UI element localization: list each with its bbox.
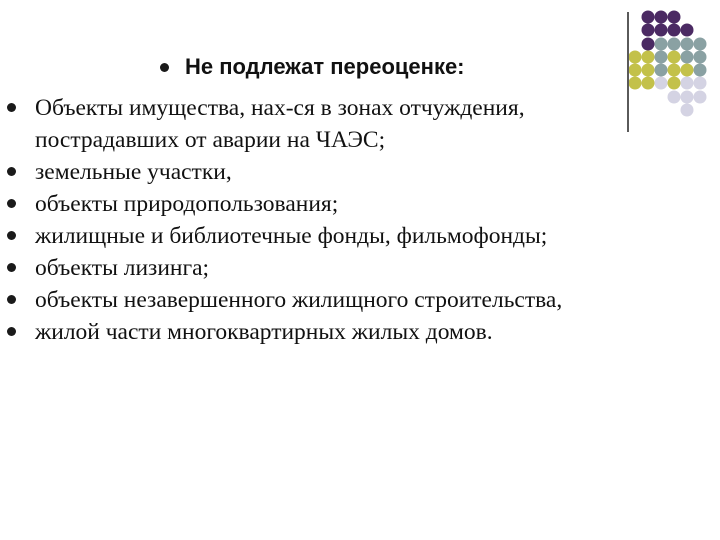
deco-dot [655, 38, 668, 51]
deco-dot [642, 51, 655, 64]
list-item [0, 188, 720, 220]
deco-dot [655, 11, 668, 24]
list-item-text: жилищные и библиотечные фонды, фильмофонды; [35, 223, 548, 249]
deco-dot [668, 77, 681, 90]
list-item-text: жилой части многоквартирных жилых домов. [35, 319, 493, 345]
deco-dot [642, 11, 655, 24]
deco-dot [629, 77, 642, 90]
list-item [0, 156, 720, 188]
list-item [0, 284, 720, 316]
list-item-text: земельные участки, [35, 159, 232, 185]
deco-dot [668, 51, 681, 64]
list-item [0, 220, 720, 252]
deco-dot [629, 64, 642, 77]
list-item-text: объекты природопользования; [35, 191, 339, 217]
deco-dot [642, 24, 655, 37]
deco-dot [681, 51, 694, 64]
bullet-list [0, 92, 720, 348]
deco-dot [655, 77, 668, 90]
bullet-icon [7, 167, 16, 176]
bullet-icon [7, 199, 16, 208]
deco-dot [642, 64, 655, 77]
deco-dot [681, 64, 694, 77]
deco-dot [681, 77, 694, 90]
slide-heading [160, 50, 465, 84]
deco-dot [668, 64, 681, 77]
deco-dot [694, 77, 707, 90]
deco-dot [681, 38, 694, 51]
deco-dot [642, 77, 655, 90]
deco-dot [694, 51, 707, 64]
bullet-icon [7, 295, 16, 304]
deco-dot [655, 24, 668, 37]
list-item-text: Объекты имущества, нах-ся в зонах отчуждения, [35, 95, 525, 121]
list-item [0, 92, 720, 156]
list-item [0, 252, 720, 284]
list-item-text-continued: пострадавших от аварии на ЧАЭС; [35, 127, 386, 153]
list-item [0, 316, 720, 348]
bullet-icon [7, 103, 16, 112]
deco-dot [681, 24, 694, 37]
deco-dot [668, 11, 681, 24]
bullet-icon [160, 63, 169, 72]
list-item-text: объекты незавершенного жилищного строительства, [35, 287, 563, 313]
deco-dot [694, 64, 707, 77]
bullet-icon [7, 263, 16, 272]
deco-dot [694, 38, 707, 51]
bullet-icon [7, 327, 16, 336]
deco-dot [655, 51, 668, 64]
bullet-icon [7, 231, 16, 240]
deco-dot [642, 38, 655, 51]
deco-dot [655, 64, 668, 77]
deco-dot [629, 51, 642, 64]
deco-dot [668, 24, 681, 37]
deco-dot [668, 38, 681, 51]
heading-text: Не подлежат переоценке: [185, 54, 465, 79]
list-item-text: объекты лизинга; [35, 255, 210, 281]
